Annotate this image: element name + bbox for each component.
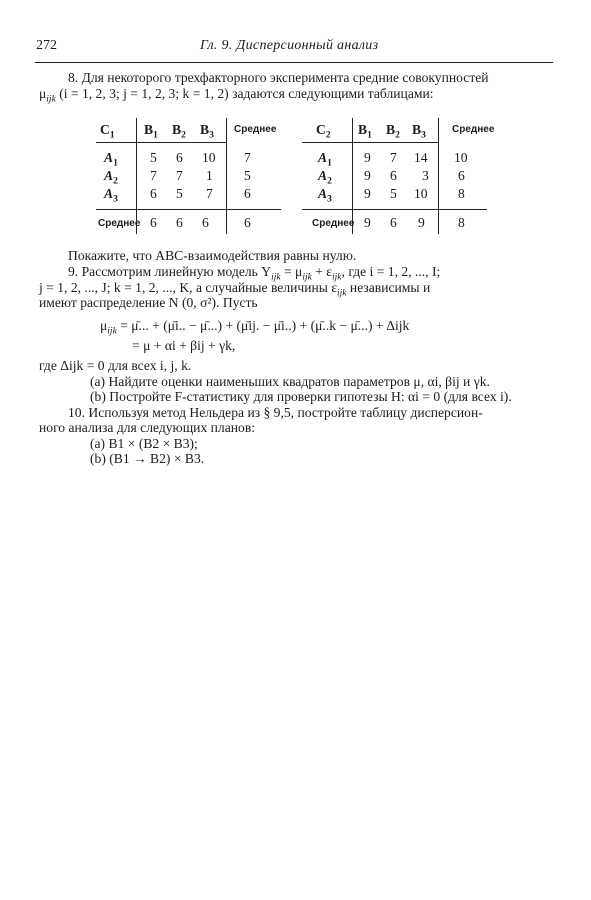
equation-line2: = μ + αi + βij + γk, xyxy=(132,338,236,353)
table-cell: 9 xyxy=(364,215,371,230)
mu-subscript: ijk xyxy=(46,94,56,105)
equation-line1: $\mu_{ijk}$ = μ̄... + (μ̄i.. − μ̄...) + (μ̄ij. − μ̄i..) + (μ̄..k − μ̄...) + Δijk xyxy=(100,318,410,337)
table-header-rule xyxy=(96,142,226,143)
table-mean-header: Среднее xyxy=(452,124,495,135)
table-cell: 10 xyxy=(414,186,428,201)
table-row-label: $A_3$ xyxy=(318,186,332,205)
table-row-label: $A_1$ xyxy=(318,150,332,169)
where-line: где Δijk = 0 для всех i, j, k. xyxy=(39,358,192,373)
problem8-line1: 8. Для некоторого трехфакторного эксперимента средние совокупностей xyxy=(68,70,489,85)
table-corner: $C_1$ xyxy=(100,122,115,141)
table-row-label: $A_2$ xyxy=(104,168,118,187)
table-c2 xyxy=(302,118,495,240)
table-cell: 6 xyxy=(390,168,397,183)
problem9-line1: 9. Рассмотрим линейную модель $Y_{ijk} = \mu_{ijk} + \varepsilon_{ijk}$, где i = 1, 2, ..., I; xyxy=(68,264,441,283)
problem9-line3: имеют распределение N (0, σ²). Пусть xyxy=(39,295,258,310)
header-rule xyxy=(35,62,553,63)
table-mean-row-label: Среднее xyxy=(98,218,141,229)
problem10-line2: ного анализа для следующих планов: xyxy=(39,420,256,435)
problem8-line2 xyxy=(39,86,434,105)
table-cell: 14 xyxy=(414,150,428,165)
table-mean-rule xyxy=(96,209,281,210)
table-cell: 9 xyxy=(418,215,425,230)
table-corner: $C_2$ xyxy=(316,122,331,141)
table-cell: 7 xyxy=(176,168,183,183)
table-vertical-rule xyxy=(226,118,227,234)
table-cell: 5 xyxy=(244,168,251,183)
table-col-header: $B_2$ xyxy=(386,122,400,141)
table-row-label: $A_3$ xyxy=(104,186,118,205)
table-cell: 5 xyxy=(176,186,183,201)
table-cell: 6 xyxy=(150,215,157,230)
table-cell: 6 xyxy=(202,215,209,230)
table-cell: 3 xyxy=(422,168,429,183)
table-cell: 6 xyxy=(390,215,397,230)
table-cell: 7 xyxy=(244,150,251,165)
table-vertical-rule xyxy=(136,118,137,234)
table-cell: 6 xyxy=(244,186,251,201)
page-number: 272 xyxy=(36,38,57,53)
table-cell: 6 xyxy=(458,168,465,183)
table-row-label: $A_2$ xyxy=(318,168,332,187)
table-mean-header: Среднее xyxy=(234,124,277,135)
table-cell: 6 xyxy=(176,150,183,165)
running-head: Гл. 9. Дисперсионный анализ xyxy=(200,38,379,53)
problem8-line2-rest: (i = 1, 2, 3; j = 1, 2, 3; k = 1, 2) задаются следующими таблицами: xyxy=(55,86,434,101)
table-cell: 6 xyxy=(150,186,157,201)
table-col-header: $B_3$ xyxy=(412,122,426,141)
table-mean-row-label: Среднее xyxy=(312,218,355,229)
table-header-rule xyxy=(302,142,438,143)
problem9-line2: j = 1, 2, ..., J; k = 1, 2, ..., K, а случайные величины $\varepsilon_{ijk}$ независимы и xyxy=(39,280,431,299)
problem10-item-b: (b) (B1 → B2) × B3. xyxy=(90,451,205,466)
table-cell: 10 xyxy=(202,150,216,165)
table-row-label: $A_1$ xyxy=(104,150,118,169)
table-cell: 1 xyxy=(206,168,213,183)
table-mean-rule xyxy=(302,209,487,210)
table-vertical-rule xyxy=(438,118,439,234)
table-cell: 9 xyxy=(364,150,371,165)
table-cell: 5 xyxy=(390,186,397,201)
table-cell: 7 xyxy=(206,186,213,201)
problem10-line1: 10. Используя метод Нельдера из § 9,5, постройте таблицу дисперсион- xyxy=(68,405,483,420)
table-col-header: $B_1$ xyxy=(144,122,158,141)
table-cell: 7 xyxy=(390,150,397,165)
table-col-header: $B_1$ xyxy=(358,122,372,141)
problem9-item-a: (a) Найдите оценки наименьших квадратов параметров μ, αi, βij и γk. xyxy=(90,374,490,389)
table-cell: 9 xyxy=(364,168,371,183)
show-statement: Покажите, что ABC-взаимодействия равны нулю. xyxy=(68,248,357,263)
problem9-item-b: (b) Постройте F-статистику для проверки гипотезы H: αi = 0 (для всех i). xyxy=(90,389,512,404)
table-cell: 8 xyxy=(458,215,465,230)
table-c1 xyxy=(96,118,281,240)
table-cell: 6 xyxy=(244,215,251,230)
table-cell: 9 xyxy=(364,186,371,201)
table-cell: 10 xyxy=(454,150,468,165)
problem10-item-a: (a) B1 × (B2 × B3); xyxy=(90,436,198,451)
table-col-header: $B_3$ xyxy=(200,122,214,141)
mu-symbol: μ xyxy=(39,86,47,101)
table-col-header: $B_2$ xyxy=(172,122,186,141)
table-vertical-rule xyxy=(352,118,353,234)
table-cell: 6 xyxy=(176,215,183,230)
table-cell: 8 xyxy=(458,186,465,201)
table-cell: 5 xyxy=(150,150,157,165)
table-cell: 7 xyxy=(150,168,157,183)
